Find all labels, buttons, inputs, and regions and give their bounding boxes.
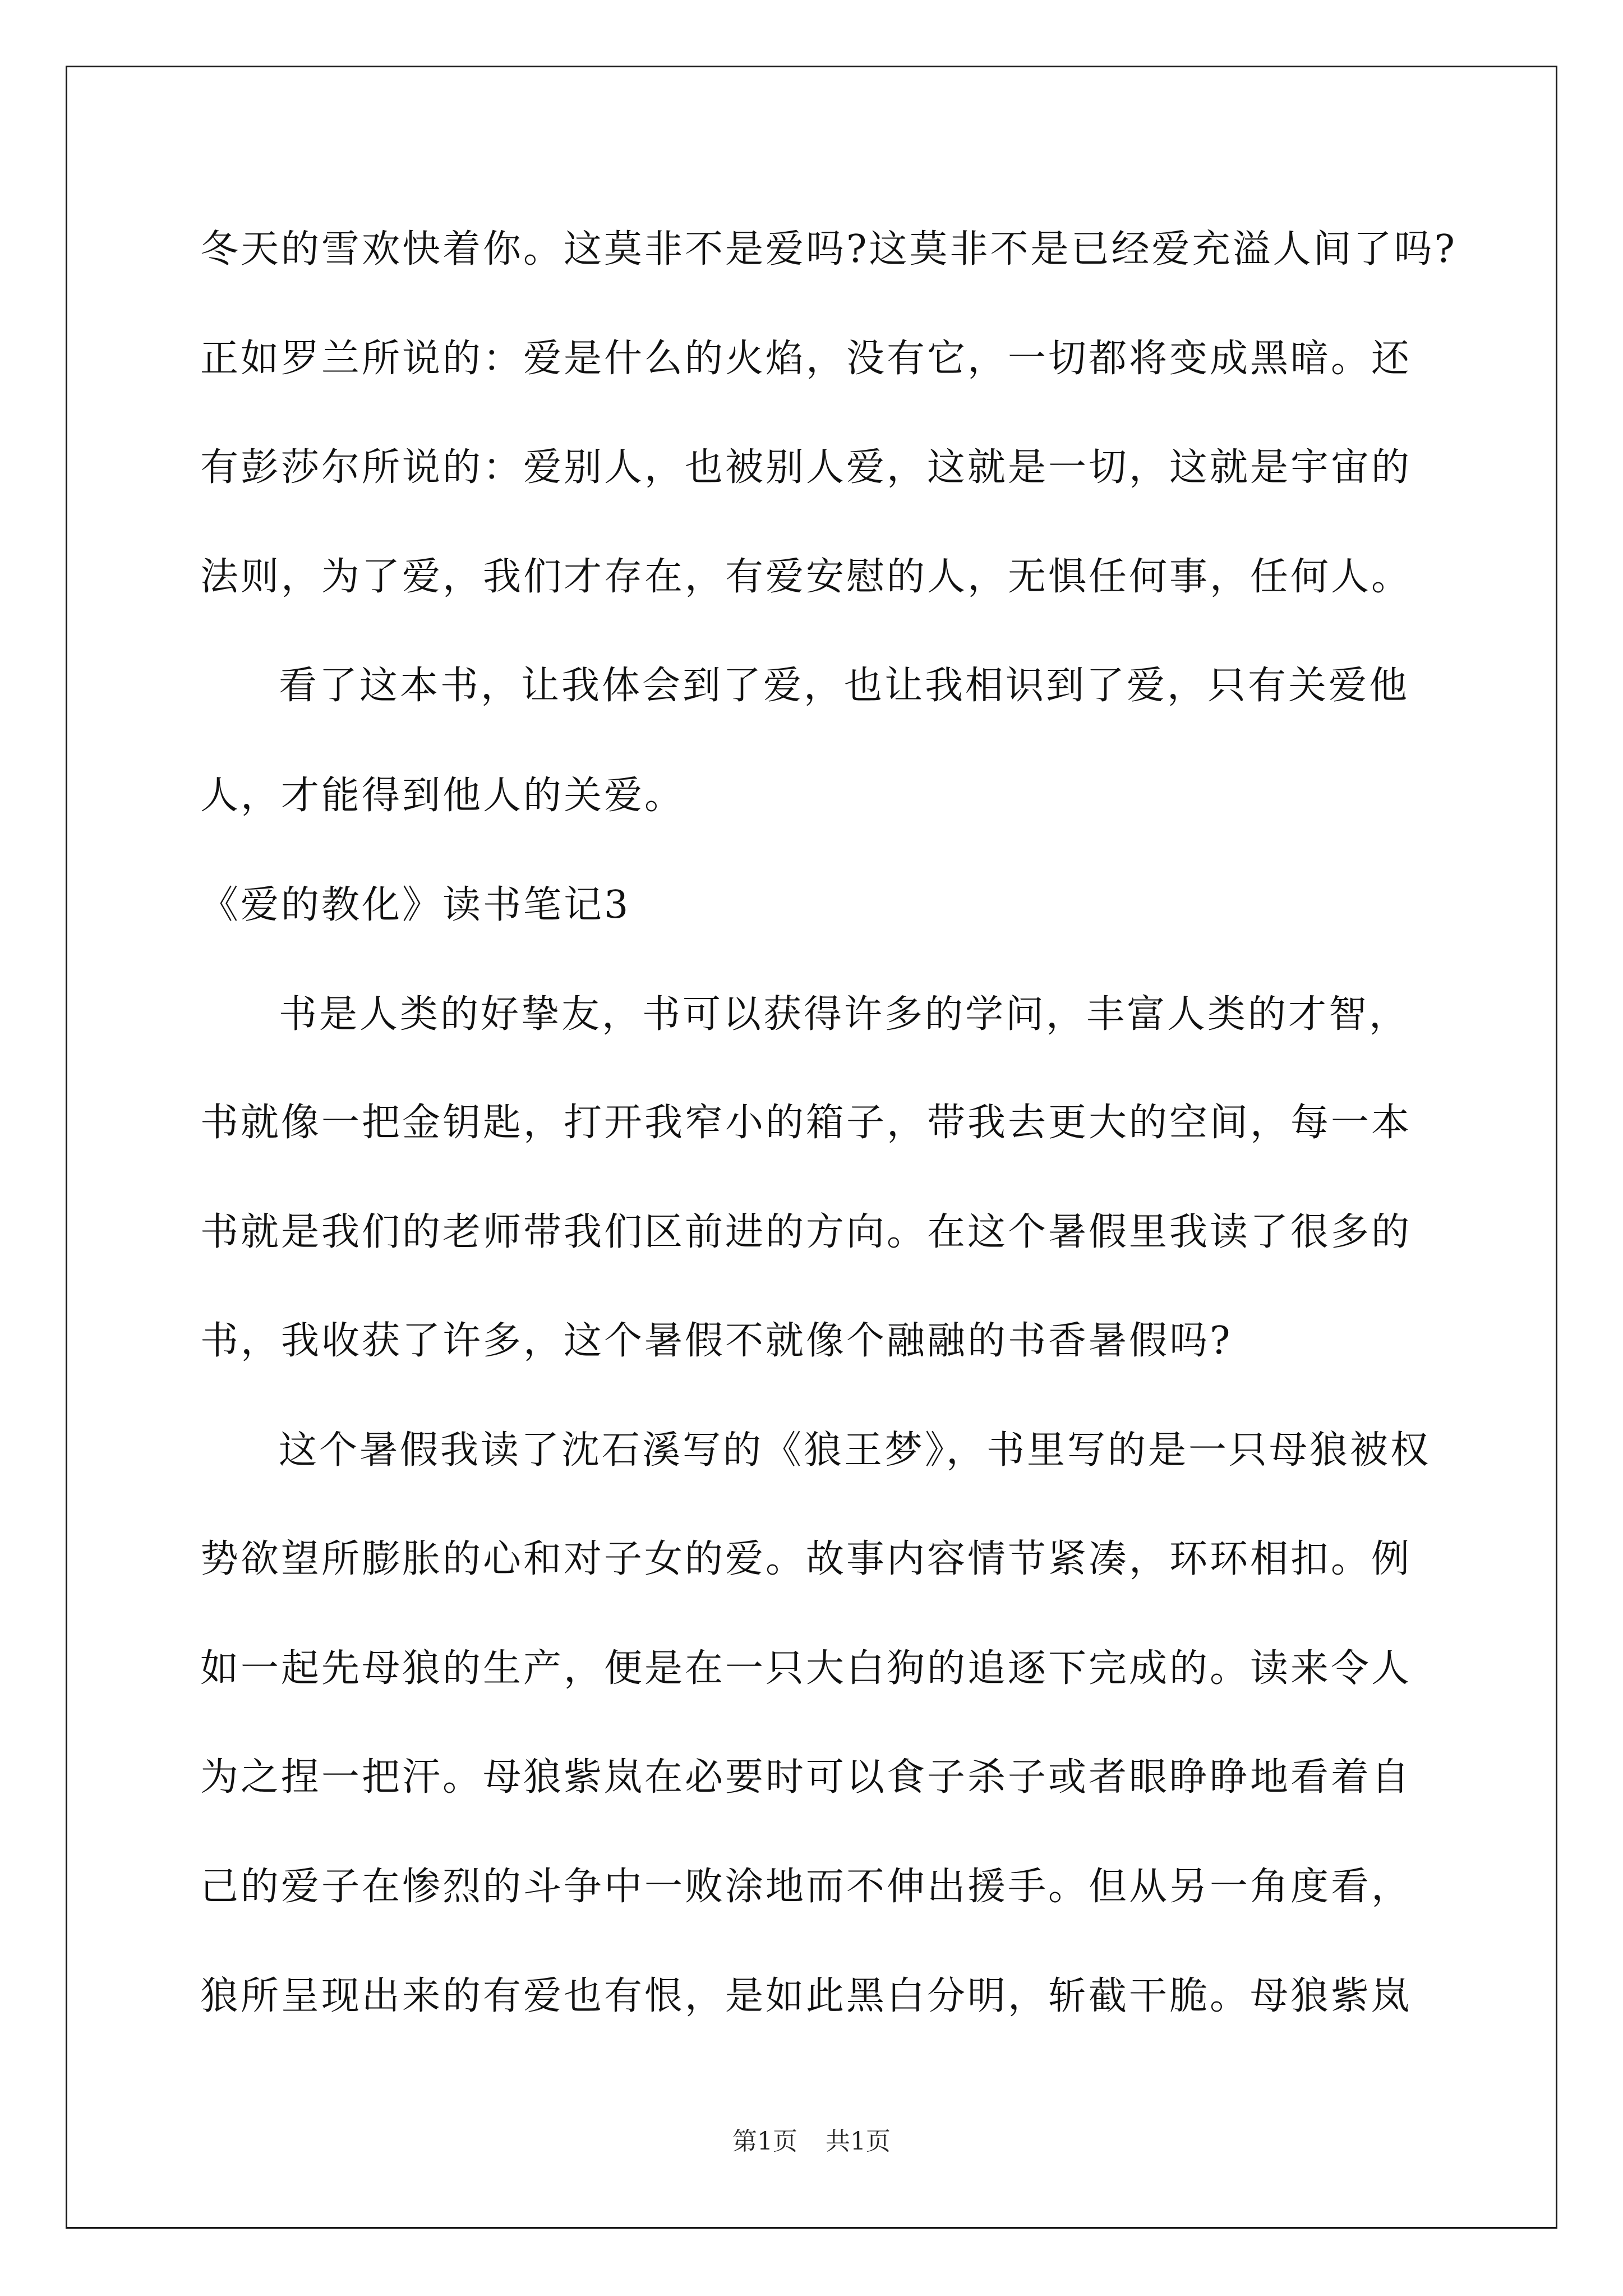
text-line: 如一起先母狼的生产，便是在一只大白狗的追逐下完成的。读来令人 — [200, 1646, 1412, 1691]
text-line: 正如罗兰所说的：爱是什么的火焰，没有它，一切都将变成黑暗。还 — [200, 337, 1412, 381]
page-footer — [0, 2129, 1623, 2154]
text-line: 己的爱子在惨烈的斗争中一败涂地而不伸出援手。但从另一角度看， — [200, 1865, 1412, 1909]
page-total: 共1页 — [826, 2127, 891, 2156]
text-line: 这个暑假我读了沈石溪写的《狼王梦》，书里写的是一只母狼被权 — [279, 1428, 1431, 1473]
text-line: 狼所呈现出来的有爱也有恨，是如此黑白分明，斩截干脆。母狼紫岚 — [200, 1974, 1412, 2018]
text-line: 书是人类的好挚友，书可以获得许多的学问，丰富人类的才智， — [279, 992, 1410, 1037]
text-line: 为之捏一把汗。母狼紫岚在必要时可以食子杀子或者眼睁睁地看着自 — [200, 1755, 1412, 1800]
text-line: 有彭莎尔所说的：爱别人，也被别人爱，这就是一切，这就是宇宙的 — [200, 445, 1412, 490]
text-line: 法则，为了爱，我们才存在，有爱安慰的人，无惧任何事，任何人。 — [200, 555, 1412, 599]
text-line: 看了这本书，让我体会到了爱，也让我相识到了爱，只有关爱他 — [279, 664, 1410, 708]
section-heading: 《爱的教化》读书笔记3 — [200, 883, 631, 927]
page-number: 第1页 — [732, 2127, 797, 2156]
text-line: 冬天的雪欢快着你。这莫非不是爱吗?这莫非不是已经爱充溢人间了吗? — [200, 227, 1457, 272]
text-line: 书就是我们的老师带我们区前进的方向。在这个暑假里我读了很多的 — [200, 1210, 1412, 1254]
text-line: 人，才能得到他人的关爱。 — [200, 774, 685, 818]
text-line: 书就像一把金钥匙，打开我窄小的箱子，带我去更大的空间，每一本 — [200, 1101, 1412, 1145]
text-line: 书，我收获了许多，这个暑假不就像个融融的书香暑假吗? — [200, 1319, 1233, 1363]
text-line: 势欲望所膨胀的心和对子女的爱。故事内容情节紧凑，环环相扣。例 — [200, 1537, 1412, 1581]
